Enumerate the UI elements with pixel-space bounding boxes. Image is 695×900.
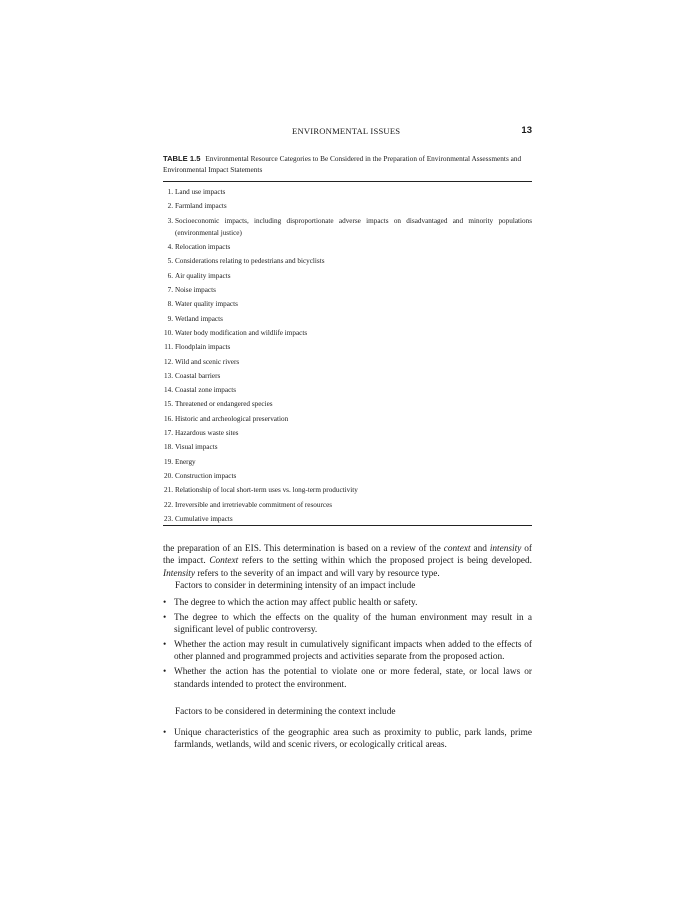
item-text: Air quality impacts (175, 271, 231, 280)
body-text: refers to the severity of an impact and will vary by resource type. (195, 568, 440, 579)
item-number: 18. (164, 443, 173, 452)
running-title: ENVIRONMENTAL ISSUES (292, 126, 401, 136)
table-item (163, 327, 532, 341)
item-number: 19. (164, 457, 173, 466)
item-text: Land use impacts (175, 188, 226, 196)
item-text: Irreversible and irretrievable commitment of resources (175, 500, 333, 509)
table-item (163, 241, 532, 255)
table-item (163, 356, 532, 370)
item-text: Visual impacts (175, 443, 218, 452)
item-text: Noise impacts (175, 286, 216, 295)
table-bottom-rule (163, 525, 532, 526)
table-label: TABLE 1.5 (163, 154, 201, 163)
item-text: Hazardous waste sites (175, 429, 239, 438)
item-text: Floodplain impacts (175, 343, 231, 352)
table-item (163, 186, 532, 200)
item-text: Coastal zone impacts (175, 386, 237, 395)
item-number: 15. (164, 400, 173, 409)
item-number: 20. (164, 471, 173, 480)
body-paragraph (163, 543, 532, 592)
item-text: Construction impacts (175, 471, 237, 480)
item-text: Wild and scenic rivers (175, 357, 240, 366)
item-number: 1. (167, 188, 173, 196)
item-number: 22. (164, 500, 173, 509)
list-item-text: The degree to which the action may affect public health or safety. (174, 598, 418, 608)
item-number: 23. (164, 514, 173, 523)
table-item (163, 441, 532, 455)
list-item (163, 666, 532, 691)
table-item (163, 284, 532, 298)
item-number: 13. (164, 371, 173, 380)
list-item (163, 727, 532, 752)
bullet-icon: • (163, 612, 167, 623)
list-item-text: The degree to which the effects on the quality of the human environment may result in a significant level of public controversy. (174, 612, 532, 636)
item-number: 10. (164, 328, 173, 337)
item-number: 4. (167, 243, 173, 252)
table-item (163, 270, 532, 284)
item-number: 6. (167, 271, 173, 280)
table-caption (163, 153, 532, 175)
item-text: Threatened or endangered species (175, 400, 273, 409)
bullet-icon: • (163, 728, 167, 738)
body-text: refers to the setting within which the proposed project is being developed. (238, 556, 532, 567)
list-item-text: Whether the action has the potential to violate one or more federal, state, or local laws or standards intended to protect the environment. (174, 667, 532, 690)
intensity-intro: Factors to consider in determining intensity of an impact include (175, 580, 416, 591)
item-number: 3. (167, 216, 173, 225)
item-number: 5. (167, 257, 173, 266)
table-item (163, 499, 532, 513)
item-text: Farmland impacts (175, 202, 227, 211)
running-header (163, 126, 532, 140)
item-number: 9. (167, 314, 173, 323)
table-top-rule (163, 181, 532, 182)
table-item (163, 456, 532, 470)
table-item-list (163, 186, 532, 527)
table-item (163, 413, 532, 427)
list-item (163, 612, 532, 637)
emphasis-intensity: intensity (489, 544, 522, 554)
table-item (163, 370, 532, 384)
context-intro: Factors to be considered in determining the context include (175, 707, 396, 717)
item-number: 12. (164, 357, 173, 366)
item-text: Cumulative impacts (175, 514, 233, 523)
item-text: Water body modification and wildlife impacts (175, 328, 308, 337)
table-caption-text: Environmental Resource Categories to Be Considered in the Preparation of Environmental Assessments and Environmental Impact Statements (163, 154, 522, 174)
item-number: 7. (167, 286, 173, 295)
item-text: Wetland impacts (175, 314, 223, 323)
item-number: 17. (164, 429, 173, 438)
item-text: Considerations relating to pedestrians and bicyclists (175, 257, 325, 266)
item-number: 8. (167, 300, 173, 309)
item-text: Relationship of local short-term uses vs. long-term productivity (175, 486, 358, 495)
bullet-icon: • (163, 598, 167, 608)
table-item (163, 384, 532, 398)
table-item (163, 298, 532, 312)
bullet-icon: • (163, 667, 167, 678)
item-text: Relocation impacts (175, 243, 231, 252)
list-item-text: Unique characteristics of the geographic area such as proximity to public, park lands, prime farmlands, wetlands, wild and scenic rivers, or ecologically critical areas. (174, 728, 532, 751)
table-item (163, 470, 532, 484)
item-text: Socioeconomic impacts, including disproportionate adverse impacts on disadvantaged and minority populations (environmental justice) (175, 216, 532, 237)
context-factor-list (163, 727, 532, 754)
page-number: 13 (521, 125, 532, 136)
list-item-text: Whether the action may result in cumulatively significant impacts when added to the effects of other planned and programmed projects and activities separate from the proposed action. (174, 640, 532, 663)
table-item (163, 255, 532, 269)
item-number: 2. (167, 202, 173, 211)
emphasis-intensity: Intensity (163, 568, 196, 579)
item-text: Historic and archeological preservation (175, 414, 289, 423)
body-text: the preparation of an EIS. This determination is based on a review of the (163, 544, 444, 554)
list-item (163, 597, 532, 609)
bullet-icon: • (163, 640, 167, 651)
emphasis-context: context (443, 544, 471, 554)
table-item (163, 427, 532, 441)
body-text: and (470, 544, 490, 554)
item-text: Energy (175, 457, 196, 466)
emphasis-context: Context (209, 556, 239, 567)
item-number: 16. (164, 414, 173, 423)
item-text: Coastal barriers (175, 371, 221, 380)
item-text: Water quality impacts (175, 300, 238, 309)
item-number: 14. (164, 386, 173, 395)
table-item (163, 215, 532, 242)
table-item (163, 398, 532, 412)
list-item (163, 639, 532, 664)
intensity-factor-list (163, 597, 532, 693)
item-number: 11. (164, 343, 173, 352)
table-item (163, 341, 532, 355)
body-text: of the impact. (163, 544, 533, 567)
table-item (163, 484, 532, 498)
table-item (163, 313, 532, 327)
item-number: 21. (164, 486, 173, 495)
table-item (163, 200, 532, 214)
